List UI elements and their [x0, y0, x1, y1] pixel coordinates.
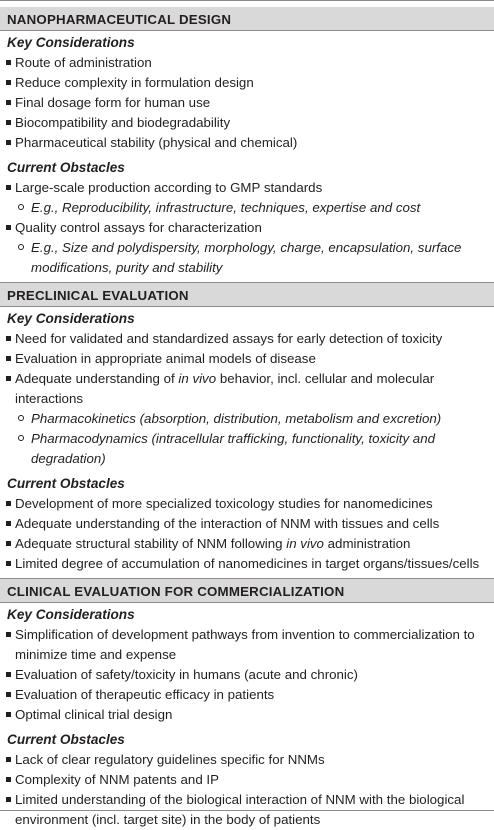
bullet-list	[0, 329, 494, 469]
list-item: Evaluation of safety/toxicity in humans (acute and chronic)	[0, 665, 494, 685]
bullet-list	[0, 178, 494, 278]
list-item: Lack of clear regulatory guidelines specific for NNMs	[0, 750, 494, 770]
list-item: Adequate understanding of the interaction of NNM with tissues and cells	[0, 514, 494, 534]
list-item: Simplification of development pathways from invention to commercialization to minimize time and expense	[0, 625, 494, 665]
list-item: Biocompatibility and biodegradability	[0, 113, 494, 133]
sub-list-item: Pharmacokinetics (absorption, distribution, metabolism and excretion)	[0, 409, 494, 429]
list-item: Limited degree of accumulation of nanomedicines in target organs/tissues/cells	[0, 554, 494, 574]
subheading-key-considerations: Key Considerations	[7, 311, 135, 326]
list-item: Need for validated and standardized assays for early detection of toxicity	[0, 329, 494, 349]
subheading-current-obstacles: Current Obstacles	[7, 160, 125, 175]
list-item: Pharmaceutical stability (physical and chemical)	[0, 133, 494, 153]
list-item: Adequate understanding of in vivo behavior, incl. cellular and molecular interactions	[0, 369, 494, 409]
sub-list-item: E.g., Size and polydispersity, morphology, charge, encapsulation, surface modifications, purity and stability	[0, 238, 494, 278]
list-item: Optimal clinical trial design	[0, 705, 494, 725]
list-item: Reduce complexity in formulation design	[0, 73, 494, 93]
list-item: Route of administration	[0, 53, 494, 73]
list-item: Final dosage form for human use	[0, 93, 494, 113]
list-item: Evaluation of therapeutic efficacy in patients	[0, 685, 494, 705]
subheading-key-considerations: Key Considerations	[7, 607, 135, 622]
section-header-design: NANOPHARMACEUTICAL DESIGN	[0, 7, 494, 31]
bullet-list	[0, 625, 494, 725]
list-item: Adequate structural stability of NNM following in vivo administration	[0, 534, 494, 554]
subheading-current-obstacles: Current Obstacles	[7, 732, 125, 747]
list-item: Quality control assays for characterization	[0, 218, 494, 238]
bullet-list	[0, 53, 494, 153]
section-header-clinical: CLINICAL EVALUATION FOR COMMERCIALIZATION	[0, 578, 494, 603]
list-item: Complexity of NNM patents and IP	[0, 770, 494, 790]
subheading-current-obstacles: Current Obstacles	[7, 476, 125, 491]
section-header-preclinical: PRECLINICAL EVALUATION	[0, 282, 494, 307]
list-item: Large-scale production according to GMP standards	[0, 178, 494, 198]
list-item: Evaluation in appropriate animal models of disease	[0, 349, 494, 369]
list-item: Limited understanding of the biological interaction of NNM with the biological environment (incl. target site) in the body of patients	[0, 790, 494, 830]
bullet-list	[0, 750, 494, 830]
sub-list-item: E.g., Reproducibility, infrastructure, techniques, expertise and cost	[0, 198, 494, 218]
bullet-list	[0, 494, 494, 574]
subheading-key-considerations: Key Considerations	[7, 35, 135, 50]
sub-list-item: Pharmacodynamics (intracellular trafficking, functionality, toxicity and degradation)	[0, 429, 494, 469]
list-item: Development of more specialized toxicology studies for nanomedicines	[0, 494, 494, 514]
